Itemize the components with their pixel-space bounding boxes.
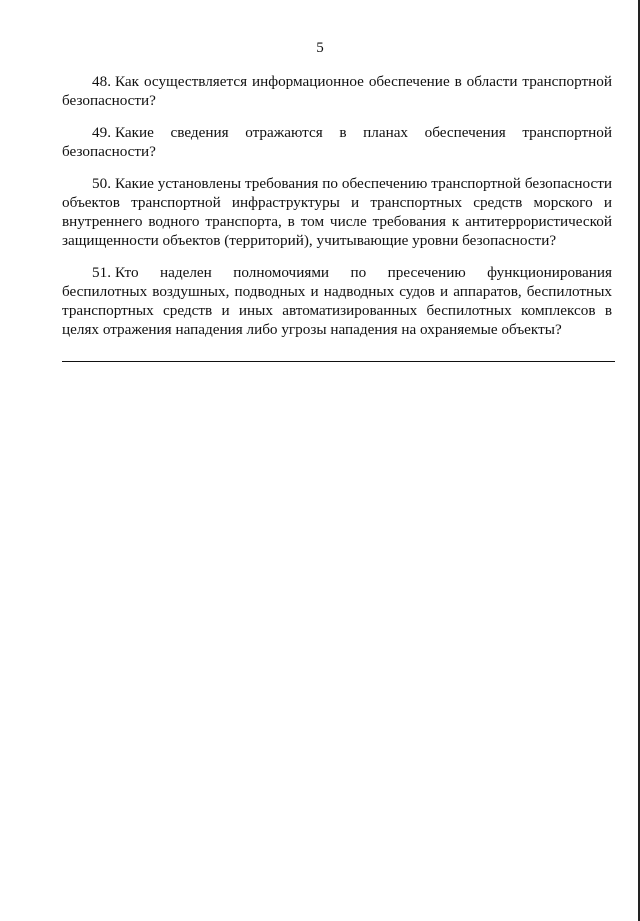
question-text: Какие установлены требования по обеспечению транспортной безопасности объектов транспортной инфраструктуры и транспортных средств морского и внутреннего водного транспорта, в том числе требования к антитеррористической защищенности объектов (территорий), учитывающие уровни безопасности? (62, 175, 612, 249)
question-51 (62, 263, 612, 339)
question-49 (62, 123, 612, 161)
question-50 (62, 174, 612, 250)
question-text: Какие сведения отражаются в планах обеспечения транспортной безопасности? (62, 124, 612, 160)
question-number: 51. (92, 264, 111, 281)
question-number: 49. (92, 124, 111, 141)
page-number: 5 (316, 40, 324, 56)
question-list (62, 72, 612, 352)
question-number: 50. (92, 175, 111, 192)
closing-divider-line (62, 361, 615, 362)
question-number: 48. (92, 73, 111, 90)
question-text: Как осуществляется информационное обеспечение в области транспортной безопасности? (62, 73, 612, 109)
question-text: Кто наделен полномочиями по пресечению функционирования беспилотных воздушных, подводных и надводных судов и аппаратов, беспилотных транспортных средств и иных автоматизированных беспилотных комплексов в целях отражения нападения либо угрозы нападения на охраняемые объекты? (62, 264, 612, 338)
question-48 (62, 72, 612, 110)
